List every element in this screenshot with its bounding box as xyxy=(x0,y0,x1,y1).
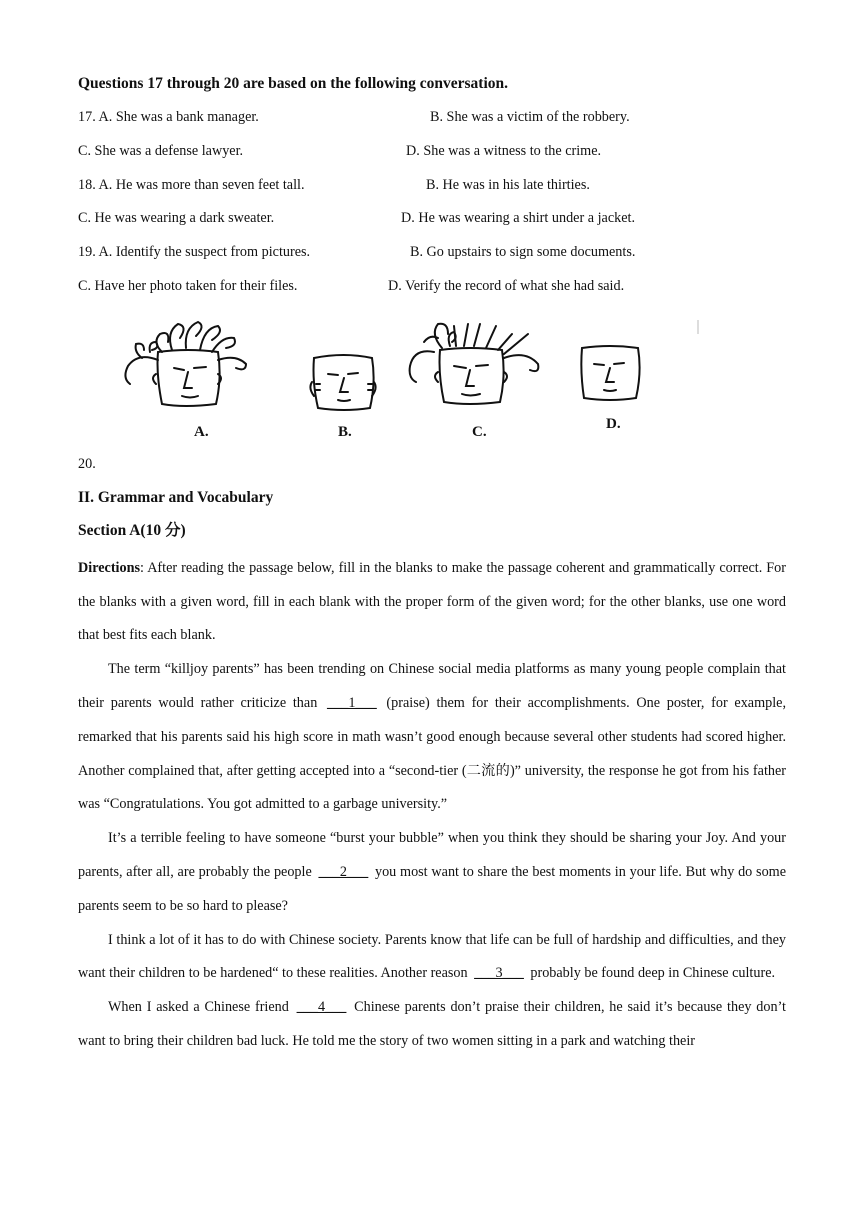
passage-paragraph-3 xyxy=(78,924,786,992)
section-ii-title: II. Grammar and Vocabulary xyxy=(78,488,274,506)
face-a-image xyxy=(112,312,292,440)
blank-3: ___3___ xyxy=(474,965,524,982)
q17-option-a: 17. A. She was a bank manager. xyxy=(78,109,259,125)
directions xyxy=(78,552,786,653)
picture-label-d: D. xyxy=(606,415,621,432)
listening-heading: Questions 17 through 20 are based on the following conversation. xyxy=(78,75,509,92)
question-17-cd xyxy=(78,139,786,173)
q18-option-c: C. He was wearing a dark sweater. xyxy=(78,210,275,227)
p4-text-b: Chinese parents don’t praise their children, he said it’s because they don’t want to bring their children bad luck. He told me the story of two women sitting in a park and watching their xyxy=(78,999,786,1049)
question-18 xyxy=(78,173,786,207)
face-c-image xyxy=(404,312,560,440)
q19-option-b: B. Go upstairs to sign some documents. xyxy=(410,244,636,261)
question-18-cd xyxy=(78,206,786,240)
scan-mark xyxy=(697,320,699,334)
q18-option-d: D. He was wearing a shirt under a jacket. xyxy=(401,210,636,227)
p3-text-b: probably be found deep in Chinese culture. xyxy=(526,965,776,982)
q18-option-b: B. He was in his late thirties. xyxy=(426,176,590,193)
question-19 xyxy=(78,240,786,274)
picture-label-b: B. xyxy=(338,423,352,440)
question-20-pictures xyxy=(78,312,786,452)
q17-option-b: B. She was a victim of the robbery. xyxy=(430,109,630,125)
passage-paragraph-4 xyxy=(78,991,786,1059)
passage-paragraph-1 xyxy=(78,653,786,822)
blank-1: ___1___ xyxy=(327,694,377,711)
picture-label-a: A. xyxy=(194,423,209,440)
p3-text-a: I think a lot of it has to do with Chinese society. Parents know that life can be full of hardship and difficulties, and they want their children to be hardened“ to these realities. Another reason xyxy=(78,931,786,982)
p4-text-a: When I asked a Chinese friend xyxy=(108,999,294,1016)
p1-text-a: The term “killjoy parents” has been trending on Chinese social media platforms as many young people complain that their parents would rather criticize than xyxy=(78,661,786,711)
q19-option-c: C. Have her photo taken for their files. xyxy=(78,277,298,294)
p2-text-a: It’s a terrible feeling to have someone “burst your bubble” when you think they should be sharing your Joy. And your parents, after all, are probably the people xyxy=(78,830,786,880)
question-19-cd xyxy=(78,274,786,308)
p2-text-b: you most want to share the best moments in your life. But why do some parents seem to be so hard to please? xyxy=(78,863,786,914)
q17-option-d: D. She was a witness to the crime. xyxy=(406,142,602,159)
face-d-image xyxy=(574,312,650,432)
q19-option-d: D. Verify the record of what she had said. xyxy=(388,277,625,294)
q17-option-c: C. She was a defense lawyer. xyxy=(78,142,244,159)
q18-option-a: 18. A. He was more than seven feet tall. xyxy=(78,176,305,193)
blank-2: ___2___ xyxy=(318,863,369,880)
directions-label: Directions xyxy=(78,559,140,576)
exam-page xyxy=(78,72,786,1059)
blank-4: ___4___ xyxy=(296,999,347,1016)
directions-text: : After reading the passage below, fill in the blanks to make the passage coherent and grammatically correct. For the blanks with a given word, fill in each blank with the proper form of the given word; for the other blanks, use one word that best fits each blank. xyxy=(78,559,786,644)
q19-option-a: 19. A. Identify the suspect from pictures. xyxy=(78,244,311,261)
picture-label-c: C. xyxy=(472,423,487,440)
p1-text-b: (praise) them for their accomplishments. One poster, for example, remarked that his parents said his high score in math wasn’t good enough because several other students had scored higher. Another complained that, after getting accepted into a “second-tier (二流的)” university, the response he got from his father was “Congratulations. You got admitted to a garbage university.” xyxy=(78,694,787,813)
passage-paragraph-2 xyxy=(78,822,786,923)
question-17 xyxy=(78,105,786,139)
question-20-number: 20. xyxy=(78,455,96,472)
face-b-image xyxy=(304,312,384,440)
section-a-title: Section A(10 分) xyxy=(78,521,186,539)
